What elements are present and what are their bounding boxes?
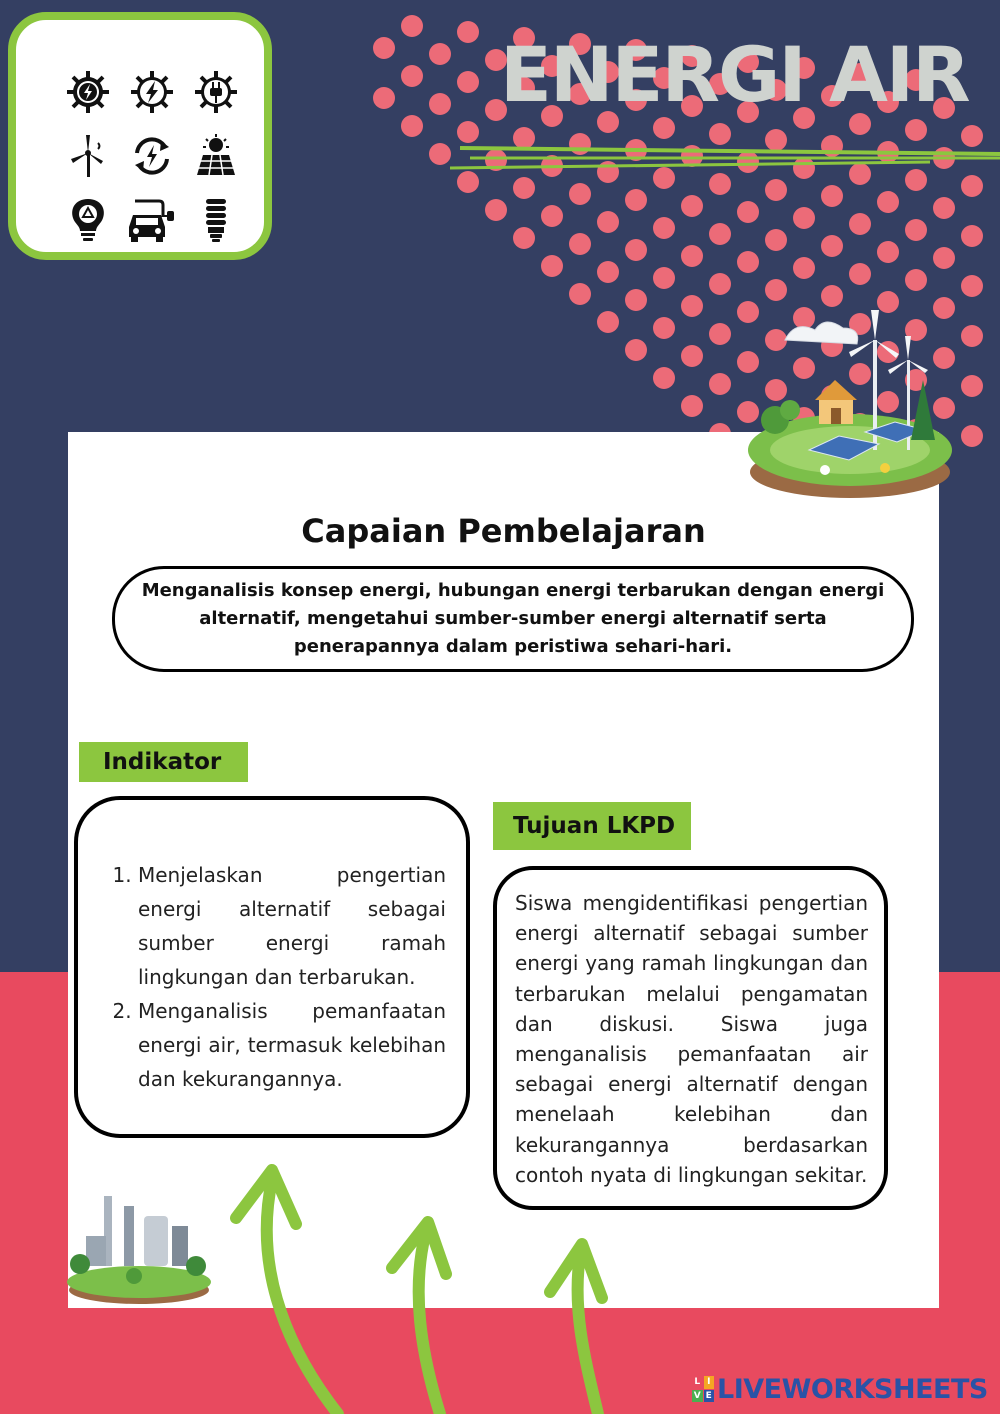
decorative-dot: [961, 425, 983, 447]
decorative-dot: [681, 295, 703, 317]
lightning-gear-icon: [120, 60, 184, 124]
decorative-dot: [709, 373, 731, 395]
decorative-dot: [737, 201, 759, 223]
decorative-dot: [849, 263, 871, 285]
logo-mark: [692, 1376, 714, 1402]
decorative-dot: [569, 283, 591, 305]
decorative-dot: [681, 345, 703, 367]
logo-mark-letter: E: [704, 1390, 715, 1403]
decorative-dot: [961, 325, 983, 347]
decorative-dot: [961, 375, 983, 397]
decorative-dot: [513, 227, 535, 249]
page-title: ENERGI AIR: [500, 30, 969, 119]
decorative-dot: [541, 205, 563, 227]
decorative-dot: [653, 117, 675, 139]
logo-mark-letter: V: [693, 1390, 701, 1401]
energy-saving-bulb-icon: [184, 188, 248, 252]
decorative-dot: [401, 65, 423, 87]
solar-power-gear-icon: [56, 60, 120, 124]
decorative-dot: [457, 21, 479, 43]
decorative-dot: [541, 255, 563, 277]
liveworksheets-logo: [692, 1372, 988, 1406]
decorative-dot: [681, 395, 703, 417]
logo-mark-letter: I: [704, 1376, 715, 1389]
decorative-dot: [961, 275, 983, 297]
logo-mark-letter: L: [692, 1376, 703, 1389]
decorative-dot: [401, 115, 423, 137]
decorative-dot: [625, 239, 647, 261]
capaian-text: Menganalisis konsep energi, hubungan energi terbarukan dengan energi alternatif, mengetahui sumber-sumber energi alternatif serta penerapannya dalam peristiwa sehari-hari.: [141, 580, 885, 657]
plug-gear-icon: [184, 60, 248, 124]
decorative-dot: [597, 311, 619, 333]
decorative-dot: [653, 367, 675, 389]
decorative-dot: [625, 289, 647, 311]
decorative-dot: [681, 195, 703, 217]
tujuan-text: Siswa mengidentifikasi pengertian energi alternatif sebagai sumber energi yang ramah lingkungan dan terbarukan melalui pengamatan dan diskusi. Siswa juga menganalisis pemanfaatan air sebagai energi alternatif dengan menelaah kelebihan dan kekurangannya berdasarkan contoh nyata di lingkungan sekitar.: [515, 891, 868, 1187]
decorative-dot: [905, 119, 927, 141]
decorative-dot: [849, 213, 871, 235]
decorative-dot: [821, 235, 843, 257]
decorative-dot: [737, 251, 759, 273]
decorative-dot: [709, 323, 731, 345]
decorative-dot: [765, 279, 787, 301]
decorative-dot: [373, 87, 395, 109]
decorative-dot: [569, 233, 591, 255]
logo-text: LIVEWORKSHEETS: [717, 1373, 988, 1405]
decorative-dot: [401, 15, 423, 37]
capaian-title: Capaian Pembelajaran: [301, 512, 706, 550]
decorative-dot: [933, 247, 955, 269]
decorative-dot: [933, 197, 955, 219]
indikator-list: [108, 858, 446, 1096]
indikator-item: 2. Menganalisis pemanfaatan energi air, termasuk kelebihan dan kekurangannya.: [138, 994, 446, 1096]
decorative-dot: [513, 177, 535, 199]
indikator-label: Indikator: [79, 742, 248, 782]
decorative-dot: [569, 183, 591, 205]
recycle-bulb-icon: [56, 188, 120, 252]
decorative-dot: [373, 37, 395, 59]
wind-turbine-icon: [56, 124, 120, 188]
tujuan-label: Tujuan LKPD: [493, 802, 691, 850]
solar-panel-icon: [184, 124, 248, 188]
decorative-dot: [709, 223, 731, 245]
decorative-dot: [653, 317, 675, 339]
capaian-text-box: [112, 566, 914, 672]
decorative-dot: [429, 143, 451, 165]
decorative-dot: [457, 71, 479, 93]
decorative-dot: [625, 339, 647, 361]
decorative-dot: [905, 269, 927, 291]
electric-car-icon: [120, 188, 184, 252]
decorative-dot: [653, 217, 675, 239]
energy-icons-panel: [8, 12, 272, 260]
decorative-dot: [793, 257, 815, 279]
renewable-cycle-icon: [120, 124, 184, 188]
decorative-dot: [429, 93, 451, 115]
decorative-dot: [597, 211, 619, 233]
title-underline-lines: [450, 140, 1000, 180]
decorative-dot: [765, 179, 787, 201]
indikator-item: 1. Menjelaskan pengertian energi alternatif sebagai sumber energi ramah lingkungan dan terbarukan.: [138, 858, 446, 994]
indikator-box: [74, 796, 470, 1138]
decorative-dot: [821, 185, 843, 207]
decorative-dot: [765, 229, 787, 251]
decorative-dot: [793, 207, 815, 229]
decorative-dot: [429, 43, 451, 65]
decorative-dot: [597, 261, 619, 283]
decorative-dot: [485, 199, 507, 221]
decorative-dot: [877, 241, 899, 263]
decorative-dot: [905, 219, 927, 241]
decorative-dot: [681, 245, 703, 267]
decorative-dot: [653, 267, 675, 289]
decorative-dot: [877, 191, 899, 213]
decorative-dot: [961, 225, 983, 247]
decorative-dot: [709, 273, 731, 295]
decorative-dot: [625, 189, 647, 211]
renewable-island-illustration: [745, 300, 960, 500]
